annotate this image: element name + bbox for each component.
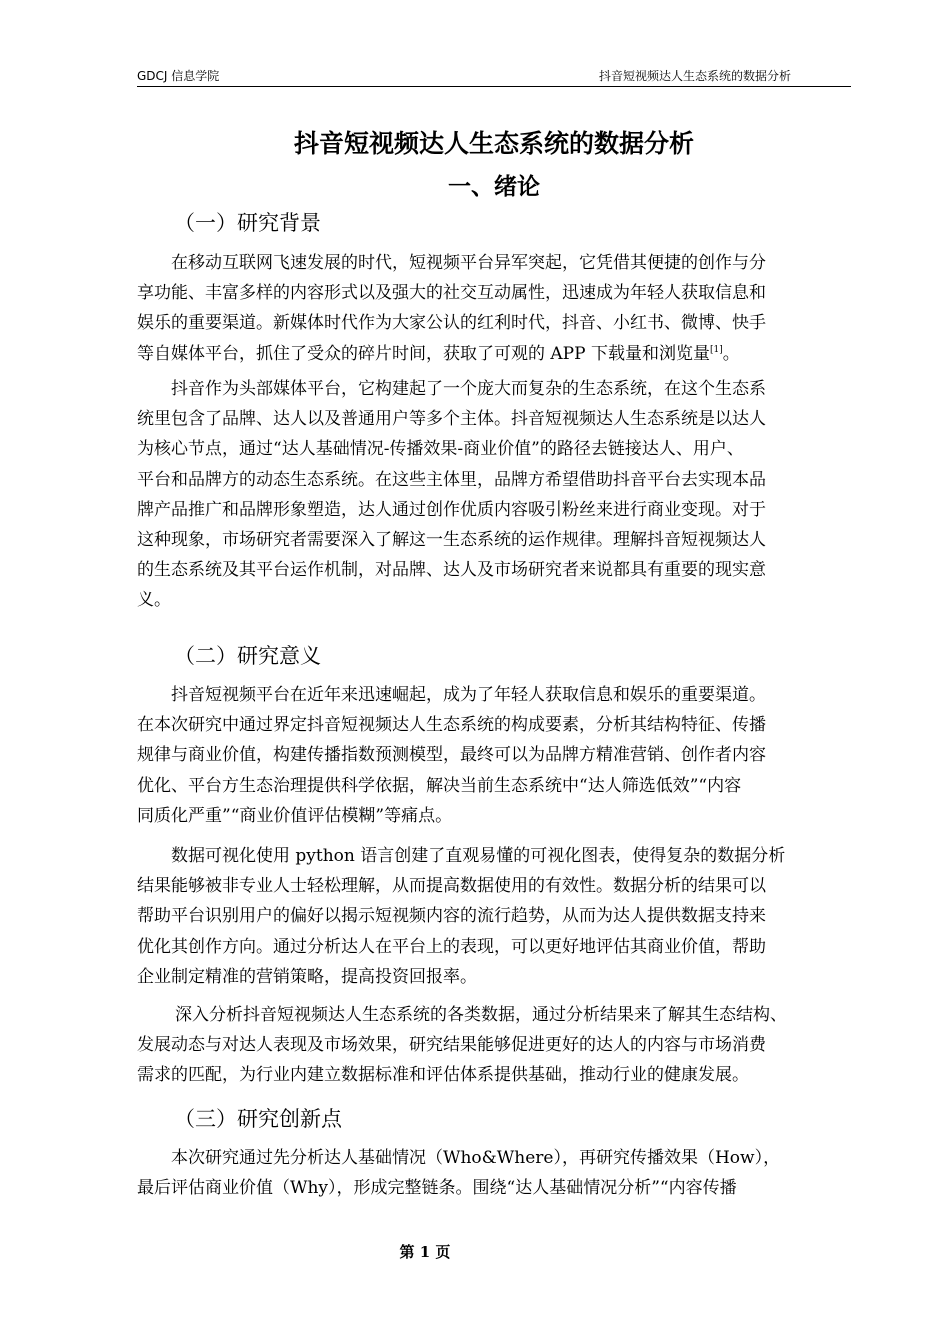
text-line: 统里包含了品牌、达人以及普通用户等多个主体。抖音短视频达人生态系统是以达人 xyxy=(137,409,766,430)
text-line: 这种现象，市场研究者需要深入了解这一生态系统的运作规律。理解抖音短视频达人 xyxy=(137,529,766,550)
text-line: 帮助平台识别用户的偏好以揭示短视频内容的流行趋势，从而为达人提供数据支持来 xyxy=(137,906,766,927)
text-line: 在本次研究中通过界定抖音短视频达人生态系统的构成要素，分析其结构特征、传播 xyxy=(137,715,766,736)
text-line: 牌产品推广和品牌形象塑造，达人通过创作优质内容吸引粉丝来进行商业变现。对于 xyxy=(137,499,766,520)
text-line: 享功能、丰富多样的内容形式以及强大的社交互动属性，迅速成为年轻人获取信息和 xyxy=(137,283,766,304)
text-line: 同质化严重”“商业价值评估模糊”等痛点。 xyxy=(137,805,453,826)
paragraph-significance-1 xyxy=(137,680,857,831)
text-segment: 等自媒体平台，抓住了受众的碎片时间，获取了可观的 APP 下载量和浏览量 xyxy=(137,343,710,364)
text-line: 深入分析抖音短视频达人生态系统的各类数据，通过分析结果来了解其生态结构、 xyxy=(175,1005,787,1025)
text-line: 本次研究通过先分析达人基础情况（Who&Where），再研究传播效果（How）， xyxy=(171,1148,781,1168)
paragraph-significance-3 xyxy=(137,1000,857,1091)
text-line: 数据可视化使用 python 语言创建了直观易懂的可视化图表，使得复杂的数据分析 xyxy=(171,846,786,866)
text-segment: 。 xyxy=(722,343,740,364)
text-line: 企业制定精准的营销策略，提高投资回报率。 xyxy=(137,966,477,987)
text-line: 娱乐的重要渠道。新媒体时代作为大家公认的红利时代，抖音、小红书、微博、快手 xyxy=(137,313,766,334)
text-line: 最后评估商业价值（Why），形成完整链条。围绕“达人基础情况分析”“内容传播 xyxy=(137,1178,737,1199)
text-line: 的生态系统及其平台运作机制，对品牌、达人及市场研究者来说都具有重要的现实意 xyxy=(137,560,766,581)
text-line: 优化、平台方生态治理提供科学依据，解决当前生态系统中“达人筛选低效”“内容 xyxy=(137,775,742,796)
page-number: 第 1 页 xyxy=(399,1243,451,1261)
text-line: 需求的匹配，为行业内建立数据标准和评估体系提供基础，推动行业的健康发展。 xyxy=(137,1065,749,1086)
text-line: 优化其创作方向。通过分析达人在平台上的表现，可以更好地评估其商业价值，帮助 xyxy=(137,936,766,957)
header-doc-title: 抖音短视频达人生态系统的数据分析 xyxy=(598,69,791,83)
text-line: 规律与商业价值，构建传播指数预测模型，最终可以为品牌方精准营销、创作者内容 xyxy=(137,745,766,766)
section-heading-intro: 一、绪论 xyxy=(448,174,540,200)
text-line: 平台和品牌方的动态生态系统。在这些主体里，品牌方希望借助抖音平台去实现本品 xyxy=(137,469,766,490)
text-line xyxy=(137,339,857,369)
text-line: 发展动态与对达人表现及市场效果，研究结果能够促进更好的达人的内容与市场消费 xyxy=(137,1035,766,1056)
header-institution: GDCJ 信息学院 xyxy=(137,69,220,83)
text-line: 抖音作为头部媒体平台，它构建起了一个庞大而复杂的生态系统，在这个生态系 xyxy=(171,379,766,399)
page-header xyxy=(137,66,851,87)
paragraph-background-1 xyxy=(137,248,857,369)
subsection-heading-background: （一）研究背景 xyxy=(174,211,321,235)
text-line: 结果能够被非专业人士轻松理解，从而提高数据使用的有效性。数据分析的结果可以 xyxy=(137,876,766,897)
document-title: 抖音短视频达人生态系统的数据分析 xyxy=(293,129,694,158)
text-line: 抖音短视频平台在近年来迅速崛起，成为了年轻人获取信息和娱乐的重要渠道。 xyxy=(171,685,766,705)
subsection-heading-significance: （二）研究意义 xyxy=(174,644,321,668)
paragraph-significance-2 xyxy=(137,841,857,992)
subsection-heading-innovation: （三）研究创新点 xyxy=(174,1107,342,1131)
text-line: 在移动互联网飞速发展的时代，短视频平台异军突起，它凭借其便捷的创作与分 xyxy=(171,253,766,273)
text-line: 为核心节点，通过“达人基础情况-传播效果-商业价值”的路径去链接达人、用户、 xyxy=(137,439,744,460)
paragraph-innovation-1 xyxy=(137,1143,857,1203)
text-line: 义。 xyxy=(137,590,171,611)
paragraph-background-2 xyxy=(137,374,857,616)
citation-ref[interactable]: [1] xyxy=(709,344,723,355)
